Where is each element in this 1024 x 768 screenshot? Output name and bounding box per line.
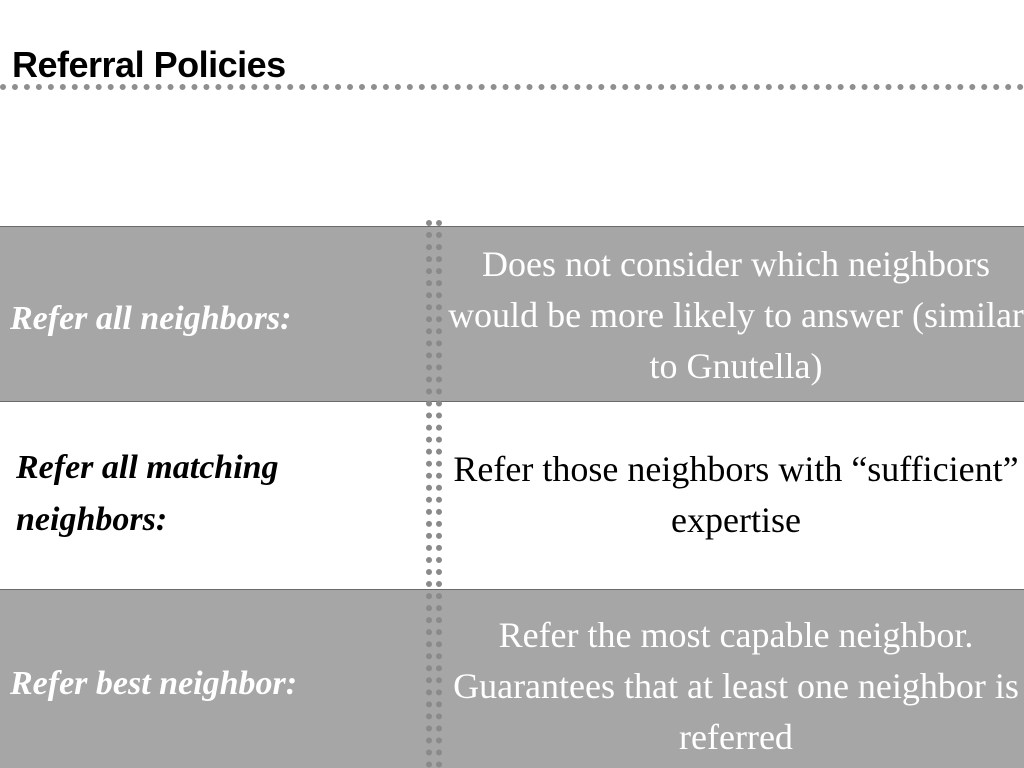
slide-title: Referral Policies xyxy=(12,44,286,85)
column-divider xyxy=(424,220,444,768)
policy-label: Refer best neighbor: xyxy=(10,665,298,702)
divider-dotted-line xyxy=(426,220,432,768)
policy-row-refer-best xyxy=(0,589,1024,768)
title-dotted-rule xyxy=(0,84,1024,90)
policy-row-refer-matching xyxy=(0,402,1024,589)
policy-label: Refer all neighbors: xyxy=(10,300,292,337)
policy-row-refer-all xyxy=(0,226,1024,402)
policy-description: Refer the most capable neighbor. Guarantees that at least one neighbor is referred xyxy=(453,615,1019,757)
policy-description: Does not consider which neighbors would be more likely to answer (similar to Gnutella) xyxy=(448,244,1024,386)
divider-dotted-line xyxy=(436,220,442,768)
policy-label: Refer all matching neighbors: xyxy=(16,449,279,538)
policy-description: Refer those neighbors with “sufficient” expertise xyxy=(453,449,1019,540)
